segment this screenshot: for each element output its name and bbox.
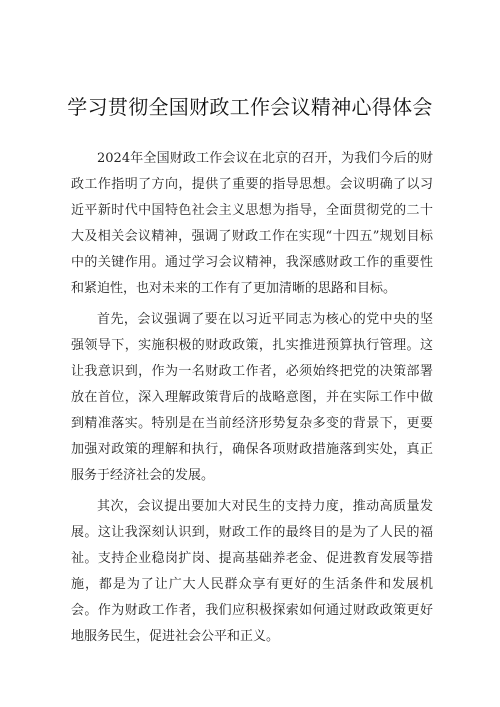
paragraph-3: 其次，会议提出要加大对民生的支持力度，推动高质量发展。这让我深刻认识到，财政工作的最终目的是为了人民的福祉。支持企业稳岗扩岗、提高基础养老金、促进教育发展等措施，都是为了让广大人民群众享有更好的生活条件和发展机会。作为财政工作者，我们应积极探索如何通过财政政策更好地服务民生，促进社会公平和正义。	[71, 499, 433, 644]
document-title: 学习贯彻全国财政工作会议精神心得体会	[67, 95, 433, 119]
paragraph-2: 首先，会议强调了要在以习近平同志为核心的党中央的坚强领导下，实施积极的财政政策，扎实推进预算执行管理。这让我意识到，作为一名财政工作者，必须始终把党的决策部署放在首位，深入理解政策背后的战略意图，并在实际工作中做到精准落实。特别是在当前经济形势复杂多变的背景下，更要加强对政策的理解和执行，确保各项财政措施落到实处，真正服务于经济社会的发展。	[71, 312, 433, 483]
document-body	[71, 146, 433, 655]
paragraph-1: 2024年全国财政工作会议在北京的召开，为我们今后的财政工作指明了方向，提供了重要的指导思想。会议明确了以习近平新时代中国特色社会主义思想为指导，全面贯彻党的二十大及相关会议精神，强调了财政工作在实现“十四五”规划目标中的关键作用。通过学习会议精神，我深感财政工作的重要性和紧迫性，也对未来的工作有了更加清晰的思路和目标。	[71, 151, 433, 296]
